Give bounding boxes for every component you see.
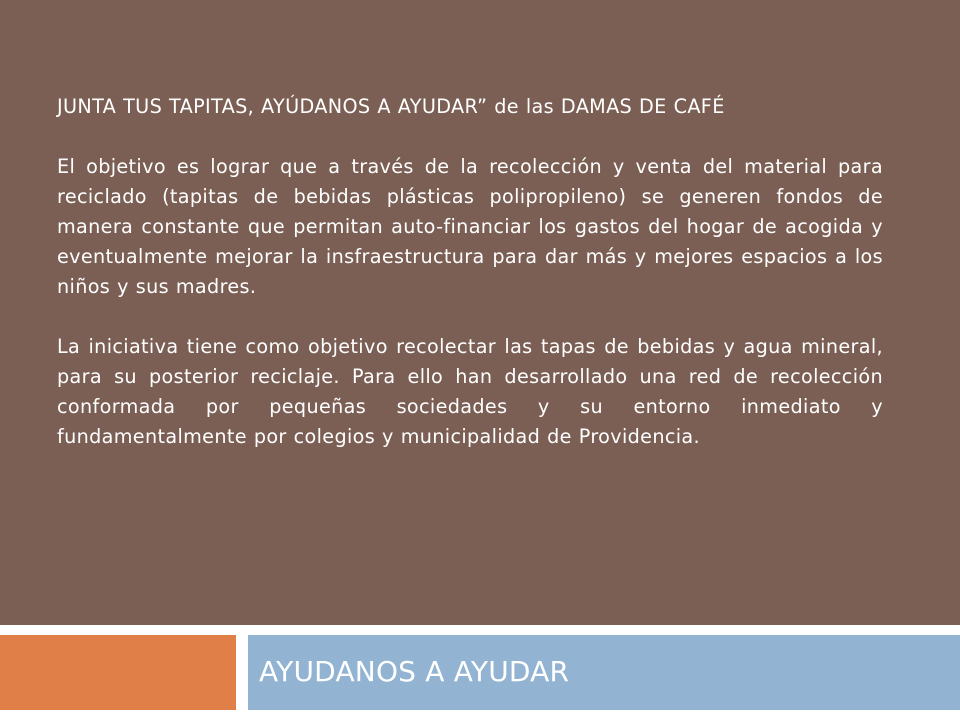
orange-accent-block xyxy=(0,635,236,710)
paragraph-initiative: La iniciativa tiene como objetivo recolectar las tapas de bebidas y agua mineral, para su posterior reciclaje. Para ello han desarrollado una red de recolección conformada por pequeñas sociedades y su entorno inmediato y fundamentalmente por colegios y municipalidad de Providencia. xyxy=(57,335,883,448)
slide-heading: JUNTA TUS TAPITAS, AYÚDANOS A AYUDAR” de las DAMAS DE CAFÉ xyxy=(57,95,725,118)
slide-title: AYUDANOS A AYUDAR xyxy=(259,655,570,688)
paragraph-objective: El objetivo es lograr que a través de la recolección y venta del material para reciclado (tapitas de bebidas plásticas polipropileno) se generen fondos de manera constante que permitan auto-financiar los gastos del hogar de acogida y eventualmente mejorar la insfraestructura para dar más y mejores espacios a los niños y sus madres. xyxy=(57,155,883,298)
body-text-block xyxy=(57,92,883,452)
